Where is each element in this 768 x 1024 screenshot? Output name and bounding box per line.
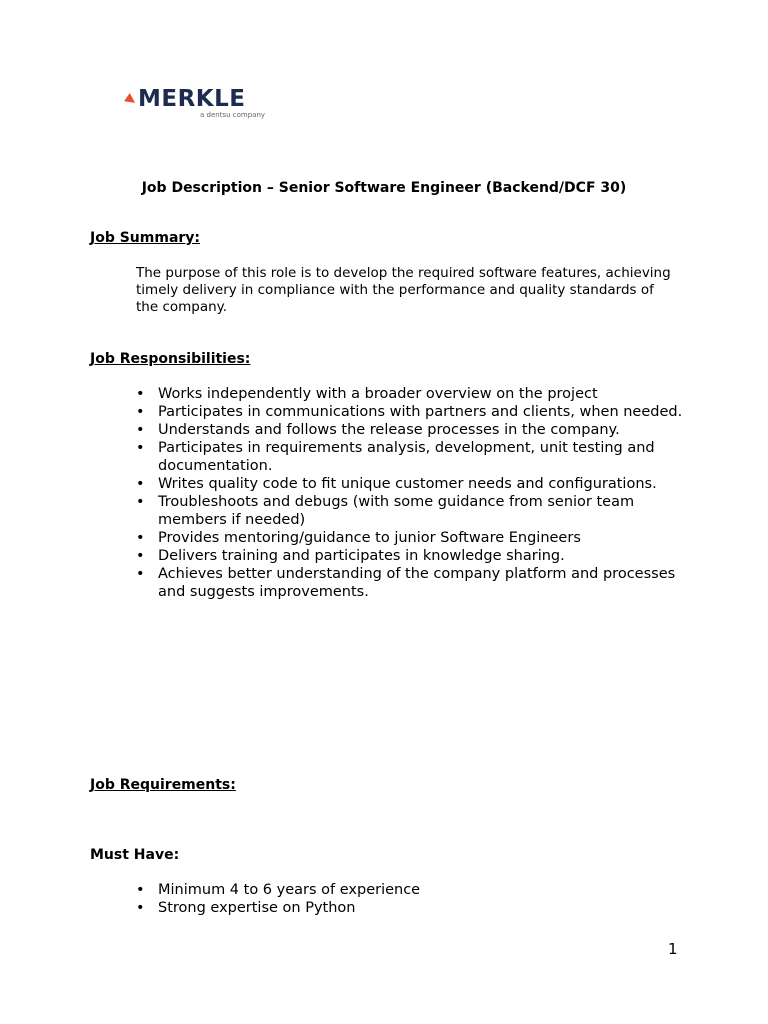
bullet-icon: •	[136, 900, 145, 916]
list-item	[136, 475, 696, 493]
bullet-icon: •	[136, 404, 145, 420]
must-have-list	[136, 881, 696, 917]
list-item	[136, 881, 696, 899]
job-summary-text: The purpose of this role is to develop the required software features, achieving timely delivery in compliance with the performance and quality standards of the company.	[136, 265, 671, 315]
list-item-text: Participates in communications with partners and clients, when needed.	[158, 404, 683, 420]
list-item	[136, 385, 696, 403]
list-item-text: Troubleshoots and debugs (with some guidance from senior team members if needed)	[158, 494, 635, 528]
list-item	[136, 565, 696, 601]
list-item-text: Achieves better understanding of the company platform and processes and suggests improvements.	[158, 566, 676, 600]
merkle-logo	[126, 86, 266, 122]
logo-wordmark: MERKLE	[138, 86, 246, 112]
must-have-heading: Must Have:	[90, 847, 180, 863]
bullet-icon: •	[136, 548, 145, 564]
list-item-text: Understands and follows the release processes in the company.	[158, 422, 620, 438]
job-responsibilities-heading: Job Responsibilities:	[90, 351, 251, 367]
list-item	[136, 421, 696, 439]
page-number: 1	[668, 940, 678, 958]
list-item	[136, 529, 696, 547]
list-item-text: Minimum 4 to 6 years of experience	[158, 882, 421, 898]
job-requirements-heading: Job Requirements:	[90, 777, 236, 793]
list-item	[136, 439, 696, 475]
bullet-icon: •	[136, 440, 145, 456]
bullet-icon: •	[136, 882, 145, 898]
bullet-icon: •	[136, 422, 145, 438]
list-item-text: Provides mentoring/guidance to junior Software Engineers	[158, 530, 581, 546]
logo-tagline: a dentsu company	[200, 111, 266, 119]
bullet-icon: •	[136, 530, 145, 546]
list-item-text: Strong expertise on Python	[158, 900, 356, 916]
list-item	[136, 547, 696, 565]
bullet-icon: •	[136, 386, 145, 402]
document-title: Job Description – Senior Software Engineer (Backend/DCF 30)	[141, 180, 627, 196]
list-item-text: Writes quality code to fit unique customer needs and configurations.	[158, 476, 657, 492]
responsibilities-list	[136, 385, 696, 601]
logo-arrow-icon	[124, 93, 138, 107]
list-item-text: Participates in requirements analysis, development, unit testing and documentation.	[158, 440, 655, 474]
job-summary-heading: Job Summary:	[90, 230, 201, 246]
bullet-icon: •	[136, 494, 145, 510]
bullet-icon: •	[136, 566, 145, 582]
bullet-icon: •	[136, 476, 145, 492]
list-item-text: Works independently with a broader overview on the project	[158, 386, 598, 402]
list-item	[136, 403, 696, 421]
list-item	[136, 899, 696, 917]
list-item-text: Delivers training and participates in knowledge sharing.	[158, 548, 565, 564]
list-item	[136, 493, 696, 529]
